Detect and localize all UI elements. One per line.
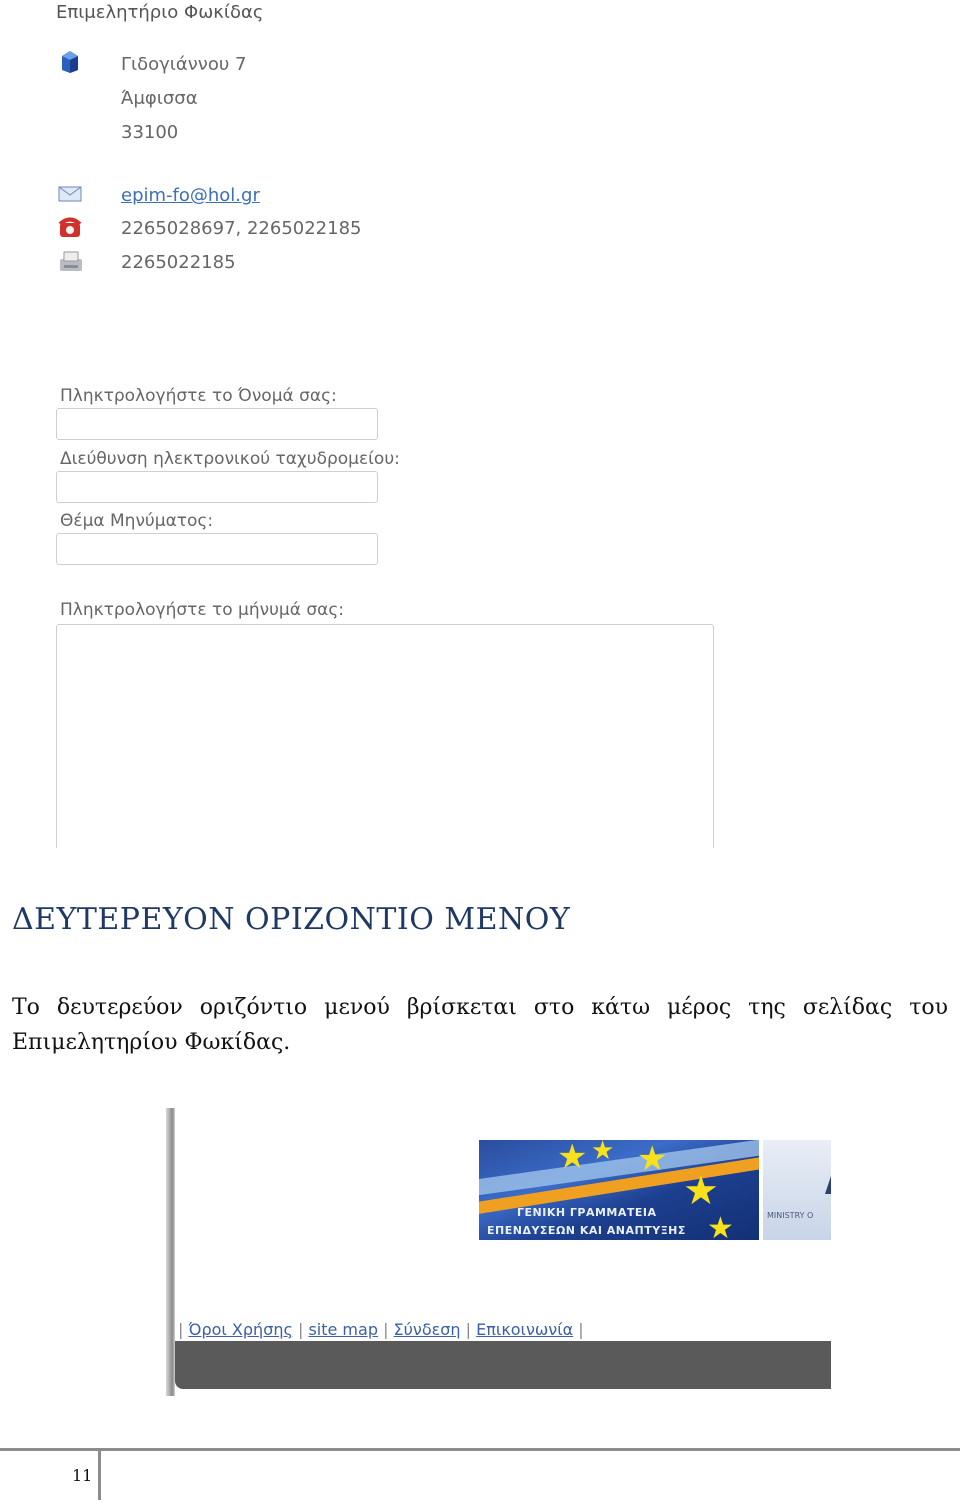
secondary-horizontal-menu: | Όροι Χρήσης | site map | Σύνδεση | Επικοινωνία | — [178, 1320, 584, 1339]
footer-menu-screenshot — [166, 1108, 831, 1396]
paragraph-line-1: Το δευτερεύον οριζόντιο μενού βρίσκεται στο κάτω μέρος της σελίδας του — [12, 995, 948, 1020]
star-icon: ★ — [637, 1140, 668, 1179]
menu-link-sitemap[interactable]: site map — [308, 1320, 378, 1339]
menu-link-login[interactable]: Σύνδεση — [393, 1320, 461, 1339]
subject-input[interactable] — [56, 533, 378, 565]
ministry-banner[interactable] — [763, 1140, 831, 1240]
email-label: Διεύθυνση ηλεκτρονικού ταχυδρομείου: — [60, 449, 400, 469]
star-icon: ★ — [683, 1168, 719, 1214]
menu-link-contact[interactable]: Επικοινωνία — [476, 1320, 574, 1339]
phone-numbers: 2265028697, 2265022185 — [121, 218, 362, 239]
contact-title: Επιμελητήριο Φωκίδας — [56, 2, 264, 23]
banner-line-2: ΕΠΕΝΔΥΣΕΩΝ ΚΑΙ ΑΝΑΠΤΥΞΗΣ — [487, 1224, 686, 1237]
email-input[interactable] — [56, 471, 378, 503]
page-number: 11 — [72, 1466, 93, 1485]
banner-line-1: ΓΕΝΙΚΗ ΓΡΑΜΜΑΤΕΙΑ — [517, 1206, 657, 1219]
postcode: 33100 — [121, 122, 179, 143]
phone-icon — [58, 215, 82, 239]
gsia-banner[interactable] — [479, 1140, 759, 1240]
name-input[interactable] — [56, 408, 378, 440]
paragraph-line-2: Επιμελητηρίου Φωκίδας. — [12, 1030, 291, 1055]
page-footer-rule — [0, 1448, 960, 1451]
ministry-text: MINISTRY O — [767, 1211, 814, 1220]
footer-gray-bar — [175, 1341, 831, 1389]
section-heading: ΔΕΥΤΕΡΕΥΟΝ ΟΡΙΖΟΝΤΙΟ ΜΕΝΟΥ — [12, 902, 571, 937]
subject-label: Θέμα Μηνύματος: — [60, 511, 214, 531]
star-icon: ★ — [591, 1140, 615, 1166]
page-footer-divider — [98, 1448, 101, 1500]
star-icon: ★ — [707, 1211, 734, 1240]
address-line-2: Άμφισσα — [121, 88, 198, 109]
screenshot-left-border — [166, 1108, 175, 1396]
address-line-1: Γιδογιάννου 7 — [121, 54, 247, 75]
fax-icon — [58, 250, 82, 274]
message-label: Πληκτρολογήστε το μήνυμά σας: — [60, 600, 345, 620]
fax-number: 2265022185 — [121, 252, 236, 273]
mail-icon — [58, 185, 82, 209]
star-icon: ★ — [557, 1140, 588, 1177]
menu-link-terms[interactable]: Όροι Χρήσης — [188, 1320, 293, 1339]
section-paragraph — [12, 990, 948, 1060]
email-link[interactable]: epim-fo@hol.gr — [121, 185, 260, 206]
message-textarea[interactable] — [56, 624, 714, 848]
building-icon — [58, 48, 82, 72]
name-label: Πληκτρολογήστε το Όνομά σας: — [60, 386, 337, 406]
ministry-logo-icon — [825, 1176, 831, 1194]
